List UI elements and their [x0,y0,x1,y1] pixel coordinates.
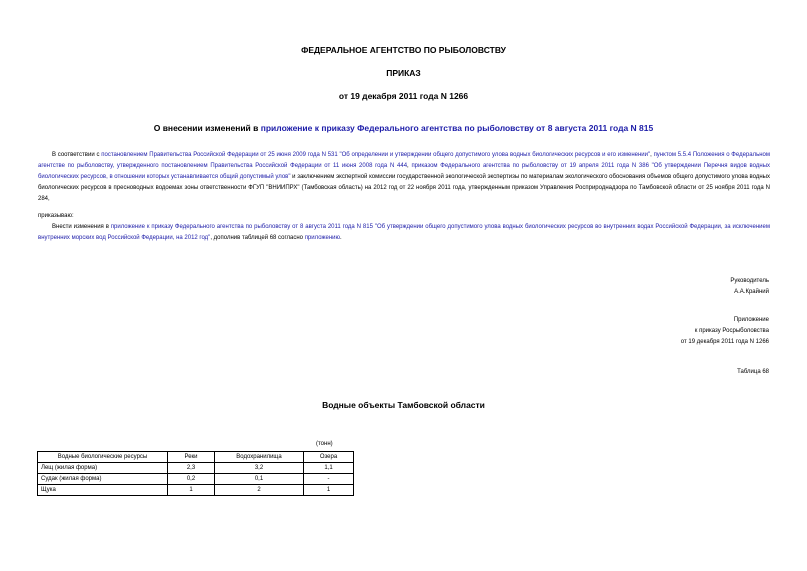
order-paragraph [38,222,770,244]
subject-prefix: О внесении изменений в [153,123,261,133]
table-row [38,485,354,496]
subject-link[interactable]: приложение к приказу Федерального агентства по рыболовству от 8 августа 2011 года N 815 [260,123,654,133]
agency-title: ФЕДЕРАЛЬНОЕ АГЕНТСТВО ПО РЫБОЛОВСТВУ [301,45,506,55]
link-order-815-appendix[interactable]: приложение к приказу Федерального агентства по рыболовству от 8 августа 2011 года N 815 "Об утверждении общего допустимого улова водных биологических ресурсов во внутренних водах Российской Федерации, за исключением внутренних морских вод Российской Федерации, на 2012 год" [38,224,770,241]
table-header-cell: Водохранилища [215,452,304,463]
table-cell: 1 [304,485,354,496]
preamble-text-2: , [650,152,654,158]
preamble-text-1: В соответствии с [52,152,102,158]
catch-table [37,451,354,496]
document-subject [0,123,807,133]
table-row [38,474,354,485]
signature-name: А.А.Крайний [734,289,769,295]
preamble-paragraph [38,150,770,205]
table-units: (тонн) [316,441,333,447]
order-text-2: , дополнив таблицей 68 согласно [210,235,305,241]
table-number: Таблица 68 [737,369,769,375]
table-header-cell: Реки [168,452,215,463]
signature-role: Руководитель [730,278,769,284]
table-cell: 3,2 [215,463,304,474]
document-type: ПРИКАЗ [386,68,421,78]
appendix-block [681,315,769,348]
preamble-text-3: , [407,163,412,169]
order-text-1: Внести изменения в [52,224,111,230]
link-regulation-item-5-5-4[interactable]: пунктом 5.5.4 Положения о Федеральном агентстве по рыболовству, утвержденного постановлением Правительства Российской Федерации от 11 июня 2008 года N 444 [38,152,770,169]
table-header-cell: Водные биологические ресурсы [38,452,168,463]
link-appendix[interactable]: приложению [304,235,340,241]
table-cell: Щука [38,485,168,496]
table-title: Водные объекты Тамбовской области [322,400,485,410]
table-cell: Судак (жилая форма) [38,474,168,485]
table-row [38,463,354,474]
signature-block [730,276,769,298]
table-cell: 1,1 [304,463,354,474]
order-word: приказываю: [38,213,74,219]
appendix-line-2: к приказу Росрыболовства [694,328,769,334]
table-cell: 2 [215,485,304,496]
order-text-3: . [339,235,342,241]
table-cell: 2,3 [168,463,215,474]
table-header-cell: Озера [304,452,354,463]
table-cell: - [304,474,354,485]
link-decree-531[interactable]: постановлением Правительства Российской Федерации от 25 июня 2009 года N 531 "Об определении и утверждении общего допустимого улова водных биологических ресурсов и его изменении" [101,152,651,158]
table-cell: 0,1 [215,474,304,485]
appendix-line-3: от 19 декабря 2011 года N 1266 [680,339,769,345]
link-order-386[interactable]: приказом Федерального агентства по рыболовству от 19 апреля 2011 года N 386 "Об утверждении Перечня видов водных биологических ресурсов, в отношении которых устанавливается общий допустимый улов" [38,163,771,180]
appendix-line-1: Приложение [733,317,769,323]
preamble-text-4: и заключением экспертной комиссии государственной экологической экспертизы по материалам экологического обоснования объемов общего допустимого улова водных биологических ресурсов в пресноводных водоемах зоны ответственности ФГУП "ВНИИПРХ" (Тамбовская область) на 2012 год от 22 ноября 2011 года, утвержденным приказом Управления Росприроднадзора по Тамбовской области от 25 ноября 2011 года N 284, [38,174,770,202]
table-header-row [38,452,354,463]
table-cell: 0,2 [168,474,215,485]
table-cell: Лещ (жилая форма) [38,463,168,474]
table-cell: 1 [168,485,215,496]
document-date-number: от 19 декабря 2011 года N 1266 [338,91,469,101]
